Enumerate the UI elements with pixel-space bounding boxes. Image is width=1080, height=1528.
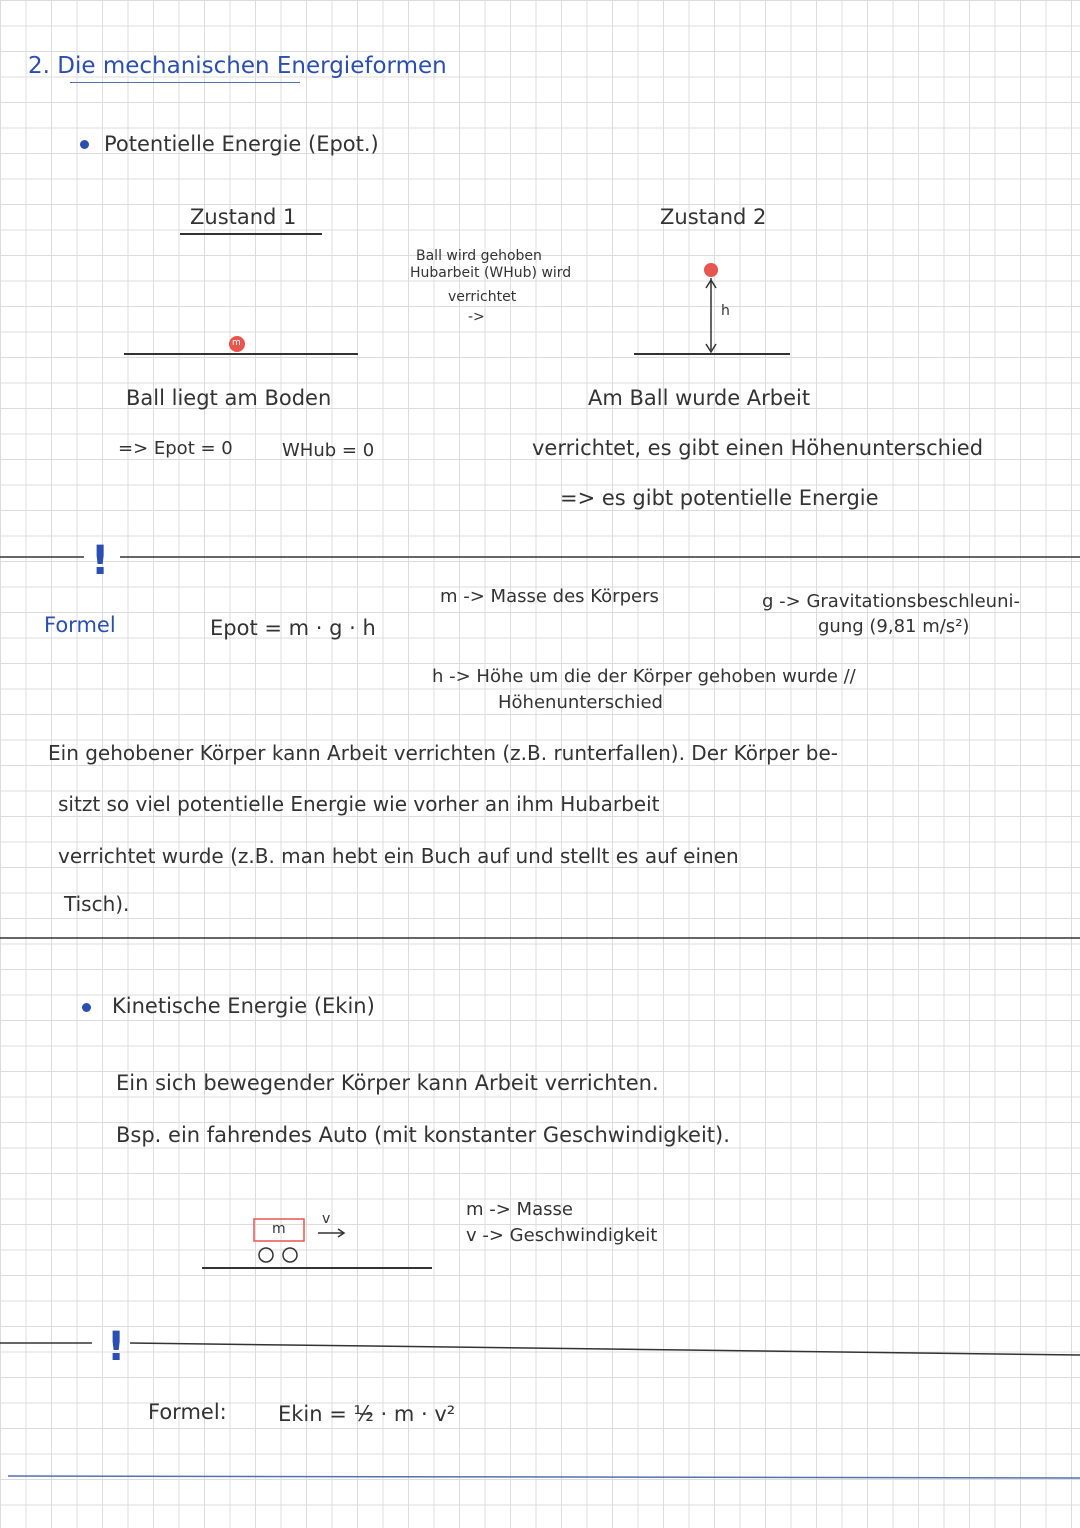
exclamation-icon: ! xyxy=(107,1324,126,1370)
kin-formula-label: Formel: xyxy=(148,1400,227,1424)
car-mass-label: m xyxy=(272,1221,286,1237)
lift-note-1: Ball wird gehoben xyxy=(416,248,542,264)
bullet-dot xyxy=(82,1003,91,1012)
page-title: 2. Die mechanischen Energieformen xyxy=(28,53,447,79)
state2-text-3: => es gibt potentielle Energie xyxy=(560,486,879,510)
wheel-icon-1 xyxy=(259,1248,273,1262)
lift-arrow: -> xyxy=(468,309,485,325)
formula-label: Formel xyxy=(44,613,116,637)
velocity-label: v xyxy=(322,1211,331,1227)
lift-note-3: verrichtet xyxy=(448,289,517,305)
state2-text-2: verrichtet, es gibt einen Höhenunterschied xyxy=(532,436,984,460)
def-gravity-1: g -> Gravitationsbeschleuni- xyxy=(762,591,1020,612)
epot-formula: Epot = m · g · h xyxy=(210,616,376,640)
kin-text-1: Ein sich bewegender Körper kann Arbeit verrichten. xyxy=(116,1071,659,1095)
ekin-formula: Ekin = ½ · m · v² xyxy=(278,1402,456,1426)
pot-paragraph-4: Tisch). xyxy=(64,892,130,916)
kin-def-velocity: v -> Geschwindigkeit xyxy=(466,1225,658,1246)
kin-def-mass: m -> Masse xyxy=(466,1199,573,1220)
def-gravity-2: gung (9,81 m/s²) xyxy=(818,616,970,637)
pot-paragraph-2: sitzt so viel potentielle Energie wie vorher an ihm Hubarbeit xyxy=(58,792,660,816)
wheel-icon-2 xyxy=(283,1248,297,1262)
lift-note-2: Hubarbeit (WHub) wird xyxy=(410,265,572,281)
def-height-1: h -> Höhe um die der Körper gehoben wurde // xyxy=(432,666,856,687)
ball-mass-label: m xyxy=(232,338,241,348)
epot-zero: => Epot = 0 xyxy=(118,438,233,459)
pot-paragraph-3: verrichtet wurde (z.B. man hebt ein Buch auf und stellt es auf einen xyxy=(58,844,739,868)
kin-text-2: Bsp. ein fahrendes Auto (mit konstanter Geschwindigkeit). xyxy=(116,1123,730,1147)
state2-label: Zustand 2 xyxy=(660,205,767,229)
def-mass: m -> Masse des Körpers xyxy=(440,586,659,607)
pot-bullet: Potentielle Energie (Epot.) xyxy=(104,132,379,156)
exclamation-icon: ! xyxy=(91,538,110,584)
height-label: h xyxy=(721,303,730,319)
ball-icon-2 xyxy=(704,263,718,277)
state1-text: Ball liegt am Boden xyxy=(126,386,332,410)
pot-paragraph-1: Ein gehobener Körper kann Arbeit verrichten (z.B. runterfallen). Der Körper be- xyxy=(48,741,838,765)
kin-bullet: Kinetische Energie (Ekin) xyxy=(112,994,375,1018)
state1-label: Zustand 1 xyxy=(190,205,297,229)
state2-text-1: Am Ball wurde Arbeit xyxy=(588,386,811,410)
whub-zero: WHub = 0 xyxy=(282,440,375,461)
def-height-2: Höhenunterschied xyxy=(498,692,663,713)
